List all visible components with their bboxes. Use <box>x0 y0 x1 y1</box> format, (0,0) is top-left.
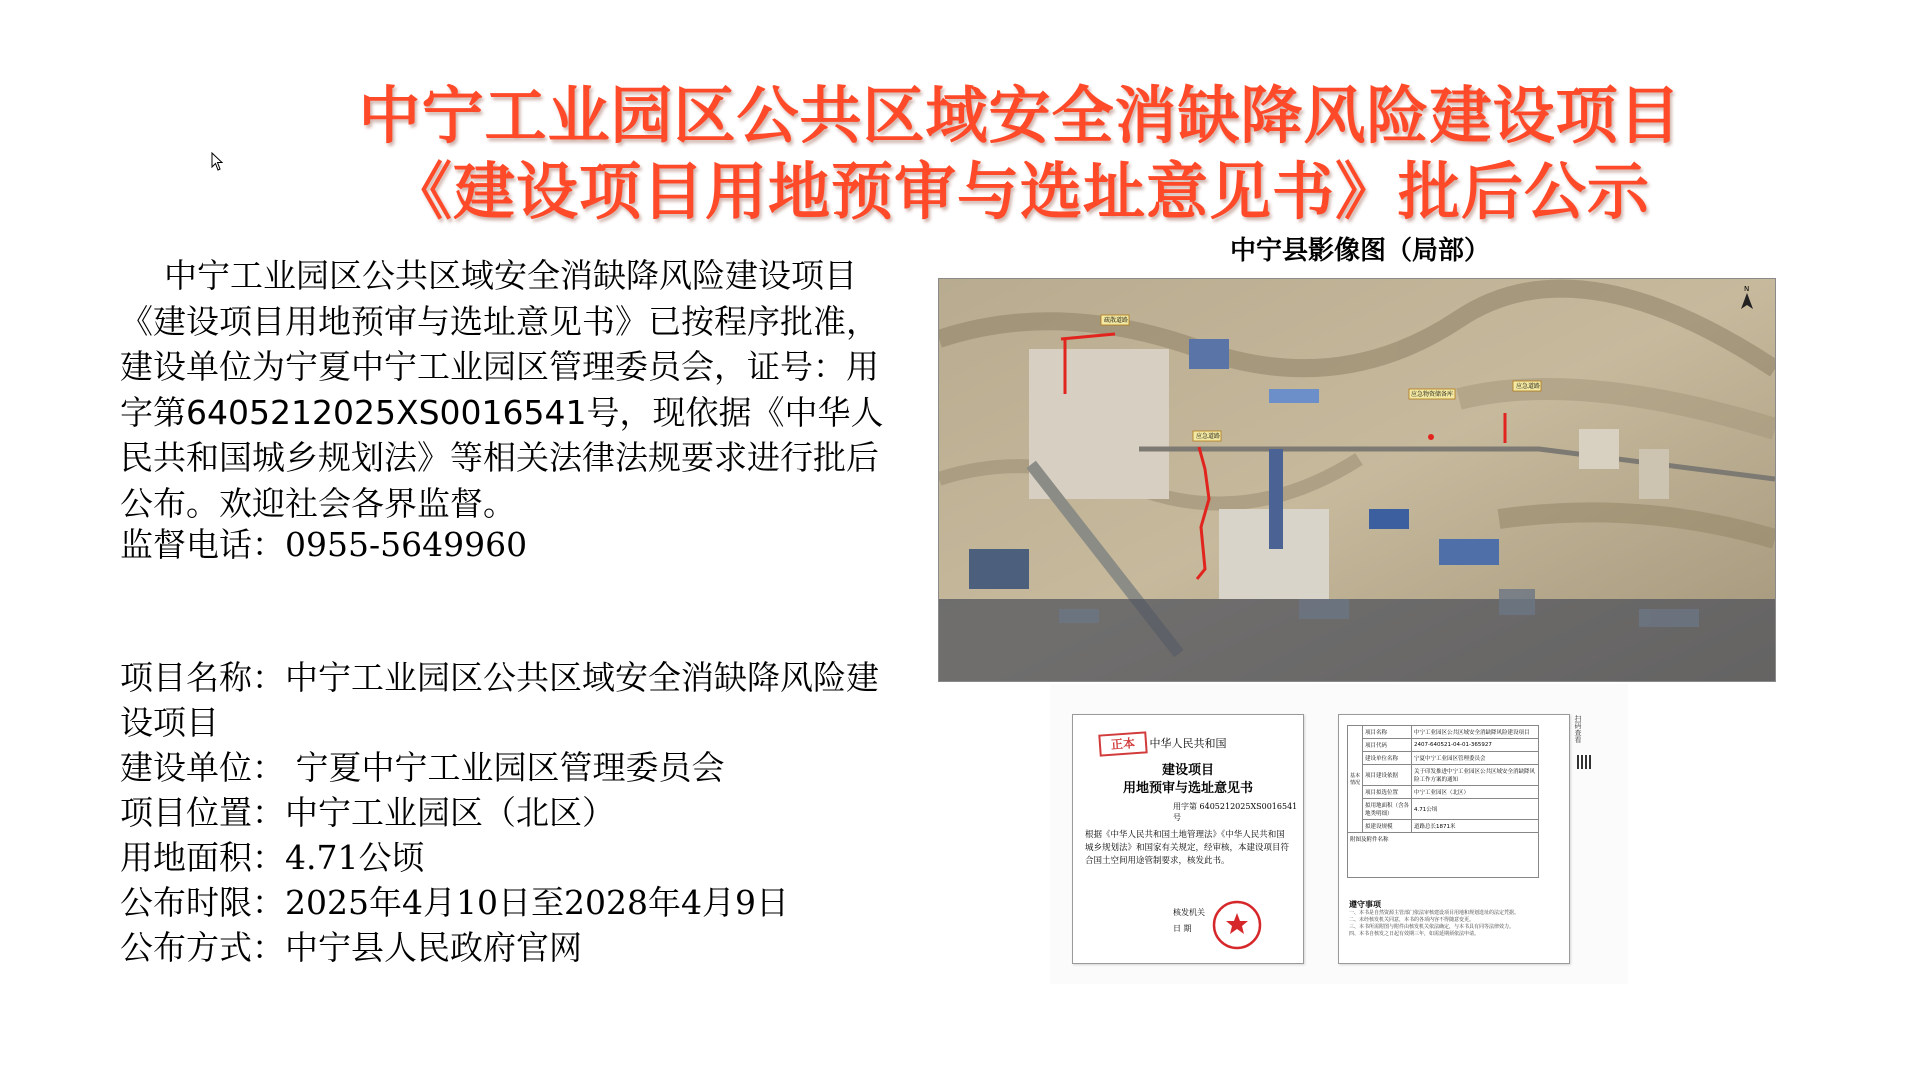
scan-edge-text: 扫码查看 <box>1574 715 1582 743</box>
intro-paragraph: 中宁工业园区公共区域安全消缺降风险建设项目《建设项目用地预审与选址意见书》已按程序批准，建设单位为宁夏中宁工业园区管理委员会，证号：用字第6405212025XS0016541号，现依据《中华人民共和国城乡规划法》等相关法律法规要求进行批后公布。欢迎社会各界监督。 <box>120 256 884 523</box>
table-cell: 项目拟选位置 <box>1363 786 1412 799</box>
note-item: 一、本书是自然资源主管部门依法审核建设项目用地和规划选址的法定凭据。 <box>1349 910 1520 916</box>
certificate-attachment-page <box>1338 714 1582 964</box>
certificate-issuer: 核发机关 <box>1173 908 1205 917</box>
certificate-front-page <box>1072 714 1304 964</box>
map-label-evacuation-road: 疏散道路 <box>1104 317 1129 324</box>
table-cell: 项目代码 <box>1363 739 1412 752</box>
construction-unit-row <box>120 745 910 790</box>
certificate-body-text: 根据《中华人民共和国土地管理法》《中华人民共和国城乡规划法》和国家有关规定，经审核，本建设项目符合国土空间用途管制要求，核发此书。 <box>1085 830 1290 866</box>
construction-unit-value: 宁夏中宁工业园区管理委员会 <box>285 748 725 787</box>
map-label-emergency-storage: 应急物资储备库 <box>1411 391 1454 398</box>
note-item: 三、本书所需附图与附件由核发机关依法确定，与本书具有同等法律效力。 <box>1349 924 1515 930</box>
phone-label: 监督电话： <box>120 525 285 564</box>
map-caption: 中宁县影像图（局部） <box>1229 236 1490 266</box>
table-side-label: 基本情况 <box>1348 726 1363 833</box>
notes-section <box>1349 901 1539 938</box>
qr-code-icon <box>1577 755 1591 769</box>
certificate-title-2: 用地预审与选址意见书 <box>1122 781 1253 796</box>
location-value: 中宁工业园区（北区） <box>285 793 615 832</box>
table-cell: 项目名称 <box>1363 726 1412 739</box>
method-label: 公布方式： <box>120 928 285 967</box>
project-basic-info-table <box>1347 725 1539 878</box>
table-cell: 2407-640521-04-01-365927 <box>1412 739 1539 752</box>
construction-unit-label: 建设单位： <box>120 748 285 787</box>
map-label-emergency-road-1: 应急道路 <box>1196 433 1221 440</box>
table-cell: 道路总长1871米 <box>1412 820 1539 833</box>
method-value: 中宁县人民政府官网 <box>285 928 582 967</box>
note-item: 四、本书自核发之日起有效期三年，如需延期须依法申请。 <box>1349 931 1480 937</box>
area-value: 4.71公顷 <box>285 838 425 877</box>
page-title-line-1: 中宁工业园区公共区域安全消缺降风险建设项目 <box>358 79 1682 152</box>
table-cell: 中宁工业园区公共区域安全消缺降风险建设项目 <box>1412 726 1539 739</box>
table-cell: 4.71公顷 <box>1412 799 1539 820</box>
table-cell: 建设单位名称 <box>1363 752 1412 765</box>
note-item: 二、未经核发机关同意，本书的各项内容不得随意变更。 <box>1349 917 1475 923</box>
svg-text:N: N <box>1744 285 1750 293</box>
project-name-label: 项目名称： <box>120 658 285 697</box>
attachments-cell: 附图及附件名称 <box>1348 833 1539 878</box>
table-cell: 宁夏中宁工业园区管理委员会 <box>1412 752 1539 765</box>
period-value: 2025年4月10日至2028年4月9日 <box>285 883 789 922</box>
location-row <box>120 790 910 835</box>
period-row <box>120 880 910 925</box>
table-cell: 拟建设规模 <box>1363 820 1412 833</box>
page-title-line-2: 《建设项目用地预审与选址意见书》批后公示 <box>389 155 1650 228</box>
satellite-map-image <box>938 278 1776 682</box>
phone-number: 0955-5649960 <box>285 525 528 564</box>
notes-title: 遵守事项 <box>1349 900 1381 909</box>
project-name-value: 中宁工业园区公共区域安全消缺降风险建设项目 <box>120 658 879 742</box>
location-label: 项目位置： <box>120 793 285 832</box>
table-cell: 项目建设依据 <box>1363 765 1412 786</box>
project-name-row <box>120 655 910 745</box>
certificate-date: 日 期 <box>1173 924 1192 933</box>
map-label-emergency-road-2: 应急道路 <box>1516 383 1541 390</box>
area-row <box>120 835 910 880</box>
official-seal-icon <box>1211 899 1263 951</box>
table-cell: 关于印发推进中宁工业园区公共区域安全消缺降风险工作方案的通知 <box>1412 765 1539 786</box>
original-copy-stamp: 正本 <box>1098 731 1147 756</box>
table-cell: 拟用地面积（含各地类明细） <box>1363 799 1412 820</box>
area-label: 用地面积： <box>120 838 285 877</box>
project-info-list <box>120 655 910 970</box>
period-label: 公布时限： <box>120 883 285 922</box>
mouse-pointer-icon <box>211 152 225 172</box>
method-row <box>120 925 910 970</box>
certificate-country: 中华人民共和国 <box>1149 737 1227 750</box>
certificate-title-1: 建设项目 <box>1161 763 1214 778</box>
table-cell: 中宁工业园区（北区） <box>1412 786 1539 799</box>
certificate-scans <box>1050 684 1628 984</box>
certificate-number: 用字第 6405212025XS0016541 号 <box>1173 802 1298 822</box>
supervision-phone <box>120 522 527 567</box>
